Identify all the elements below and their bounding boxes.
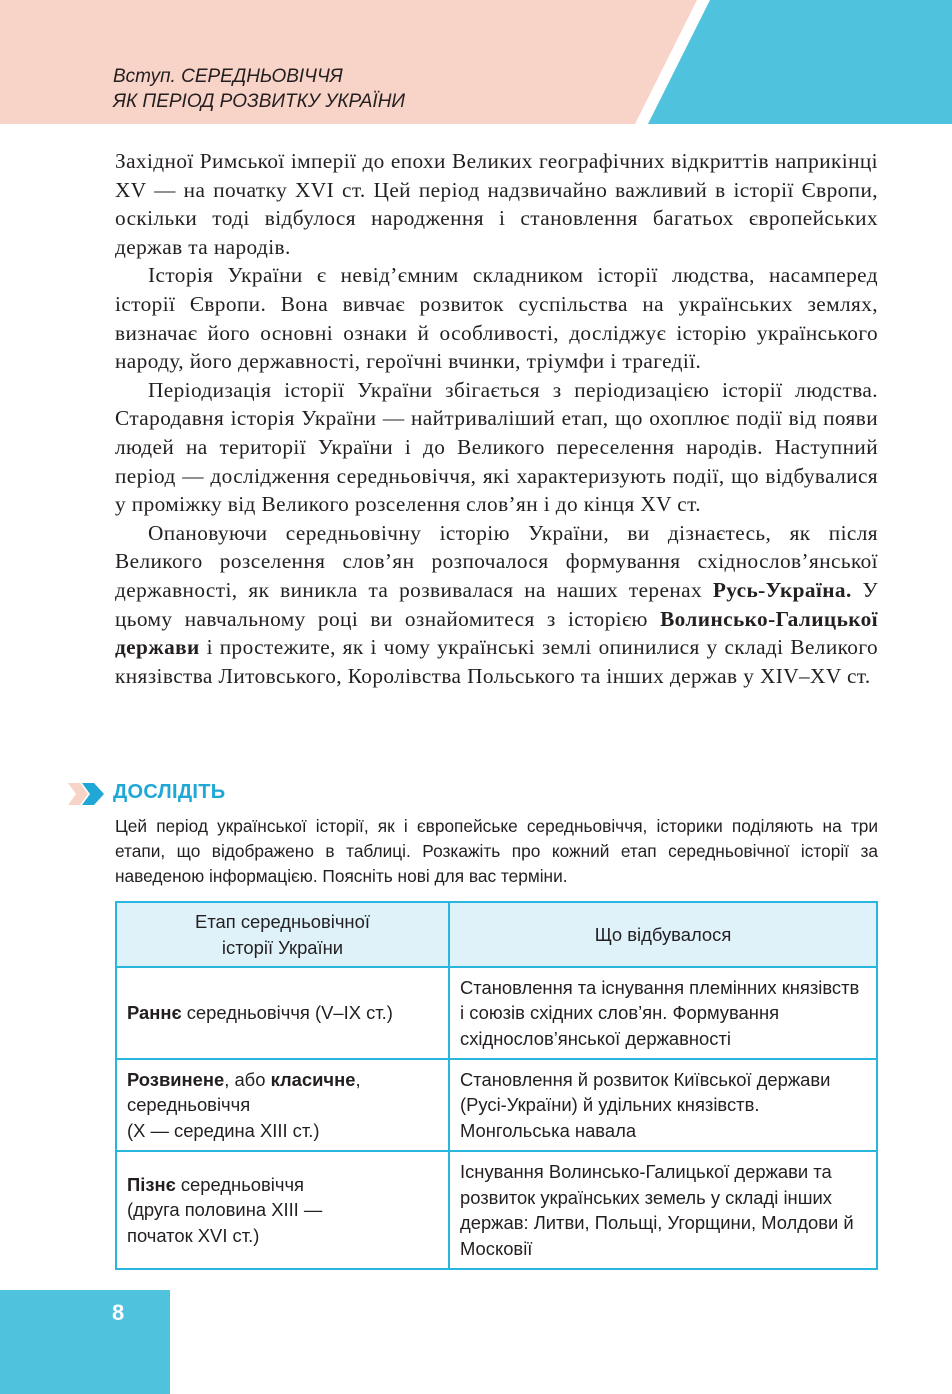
- paragraph-4-text-e: і простежите, як і чому українські землі опинилися у складі Великого князівства Литовського, Королівства Польського та інших держав у XIV–XV ст.: [115, 635, 878, 688]
- paragraph-3: Періодизація історії України збігається з періодизацією історії людства. Стародавня історія України — найтриваліший етап, що охоплює події від появи людей на території України і до Великого переселення народів. Наступний період — дослідження середньовіччя, які характеризують події, що відбувалися у проміжку від Великого розселення слов’ян і до кінця XV ст.: [115, 377, 878, 517]
- table-header-events: Що відбувалося: [449, 902, 877, 967]
- table-row: [116, 1059, 877, 1151]
- events-cell-late: Існування Волинсько-Галицької держави та розвиток українських земель у складі інших держав: Литви, Польщі, Угорщини, Молдови й Московії: [449, 1151, 877, 1269]
- double-chevron-icon: [68, 783, 106, 805]
- page-number: 8: [112, 1300, 125, 1325]
- research-heading: [68, 779, 368, 809]
- paragraph-4: [115, 519, 878, 691]
- stage-range: середньовіччя (V–IX ст.): [181, 1002, 393, 1024]
- table-header-stage-line2: історії України: [221, 936, 344, 958]
- main-text: [115, 147, 878, 690]
- research-task: Цей період української історії, як і європейське середньовіччя, історики поділяють на три етапи, що відображено в таблиці. Розкажіть про кожний етап середньовічної історії за наведеною інформацією. Поясніть нові для вас терміни.: [115, 816, 878, 886]
- stage-rest: середньовіччя: [175, 1173, 304, 1195]
- table-header-row: [116, 902, 877, 967]
- stage-name-bold: Раннє: [127, 1002, 182, 1024]
- stage-name-bold: Пізнє: [127, 1173, 176, 1195]
- stage-line3: (X — середина XIII ст.): [127, 1119, 320, 1141]
- table-header-stage: [116, 902, 449, 967]
- section-title-line2: ЯК ПЕРІОД РОЗВИТКУ УКРАЇНИ: [113, 91, 406, 112]
- term-volyn-galician-state: Волинсько-Галицької держави: [115, 606, 878, 660]
- stage-comma: ,: [355, 1068, 361, 1090]
- periods-table: [115, 901, 878, 1270]
- section-title-line1: Вступ. СЕРЕДНЬОВІЧЧЯ: [113, 66, 343, 87]
- paragraph-2: Історія України є невід’ємним складником історії людства, насамперед історії Європи. Вона вивчає розвиток суспільства на українських землях, визначає його основні ознаки й особливості, досліджує історію українського народу, його державності, героїчні вчинки, тріумфи і трагедії.: [115, 263, 878, 374]
- stage-line1: [127, 1172, 438, 1198]
- research-title: ДОСЛІДІТЬ: [113, 781, 226, 803]
- stage-connector: , або: [224, 1068, 271, 1090]
- stage-line2: (друга половина XIII —: [127, 1199, 323, 1221]
- stage-cell-early: [116, 967, 449, 1059]
- stage-line1: [127, 1067, 438, 1093]
- stage-cell-late: [116, 1151, 449, 1269]
- paragraph-4-text-a: Опановуючи середньовічну історію України, ви дізнаєтесь, як після Великого розселення слов’ян розпочалося формування східнослов’янської державності, як виникла та розвивалася на наших теренах: [115, 520, 878, 602]
- stage-cell-classic: [116, 1059, 449, 1151]
- paragraph-4-text-c: У цьому навчальному році ви ознайомитеся з історією: [115, 577, 878, 631]
- stage-name-bold-alt: класичне: [270, 1068, 356, 1090]
- page-number-box: [0, 1290, 170, 1394]
- paragraph-1: Західної Римської імперії до епохи Великих географічних відкриттів наприкінці XV — на початку XVI ст. Цей період надзвичайно важливий в історії Європи, оскільки тоді відбулося народження і становлення багатьох європейських держав та народів.: [115, 149, 878, 259]
- events-cell-early: Становлення та існування племінних князівств і союзів східних слов’ян. Формування східнослов’янської державності: [449, 967, 877, 1059]
- stage-name-bold: Розвинене: [127, 1068, 225, 1090]
- stage-line3: початок XVI ст.): [127, 1224, 260, 1246]
- table-row: [116, 967, 877, 1059]
- term-rus-ukraina: Русь-Україна.: [712, 577, 852, 602]
- section-title: [113, 64, 405, 114]
- table-row: [116, 1151, 877, 1269]
- table-header-stage-line1: Етап середньовічної: [195, 911, 370, 932]
- stage-line2: середньовіччя: [127, 1094, 251, 1116]
- events-cell-classic: Становлення й розвиток Київської держави (Русі-України) й удільних князівств. Монгольська навала: [449, 1059, 877, 1151]
